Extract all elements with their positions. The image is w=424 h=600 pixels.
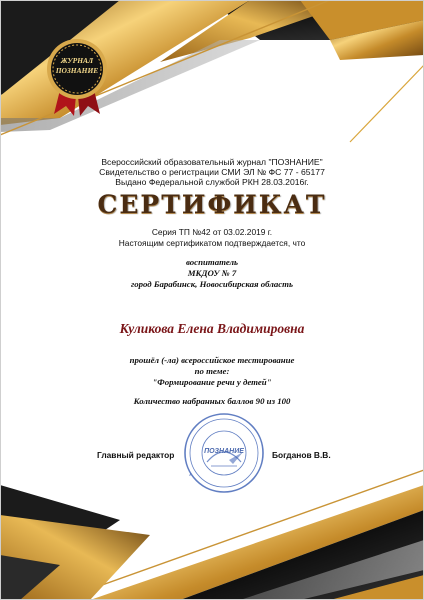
journal-name: Всероссийский образовательный журнал "ПОЗНАНИЕ" — [101, 157, 323, 167]
topic-label: по теме: — [194, 366, 230, 376]
series-number: Серия ТП №42 от 03.02.2019 г. — [151, 227, 273, 237]
journal-badge — [46, 38, 108, 100]
certificate-title: СЕРТИФИКАТ — [97, 190, 327, 219]
recipient-city: город Барабинск, Новосибирская область — [130, 279, 294, 289]
badge-line1: ЖУРНАЛ — [60, 56, 94, 65]
score-text: Количество набранных баллов 90 из 100 — [133, 396, 291, 406]
passed-text: прошёл (-ла) всероссийское тестирование — [129, 355, 295, 365]
recipient-role: воспитатель — [185, 257, 239, 267]
topic-title: "Формирование речи у детей" — [152, 377, 272, 387]
confirmation-text: Настоящим сертификатом подтверждается, что — [118, 238, 306, 248]
recipient-org: МКДОУ № 7 — [187, 268, 237, 278]
recipient-name: Куликова Елена Владимировна — [119, 321, 305, 336]
signature-label: Главный редактор — [97, 450, 175, 460]
registration-text: Свидетельство о регистрации СМИ ЭЛ № ФС 77 - 65177 — [99, 167, 325, 177]
stamp-text: ПОЗНАНИЕ — [204, 448, 244, 455]
signature-name: Богданов В.В. — [272, 450, 331, 460]
official-stamp — [183, 412, 265, 494]
issued-text: Выдано Федеральной службой РКН 28.03.2016г. — [115, 177, 309, 187]
badge-text — [46, 56, 108, 76]
award-seal-icon — [46, 38, 108, 116]
badge-line2: ПОЗНАНИЕ — [55, 66, 99, 75]
